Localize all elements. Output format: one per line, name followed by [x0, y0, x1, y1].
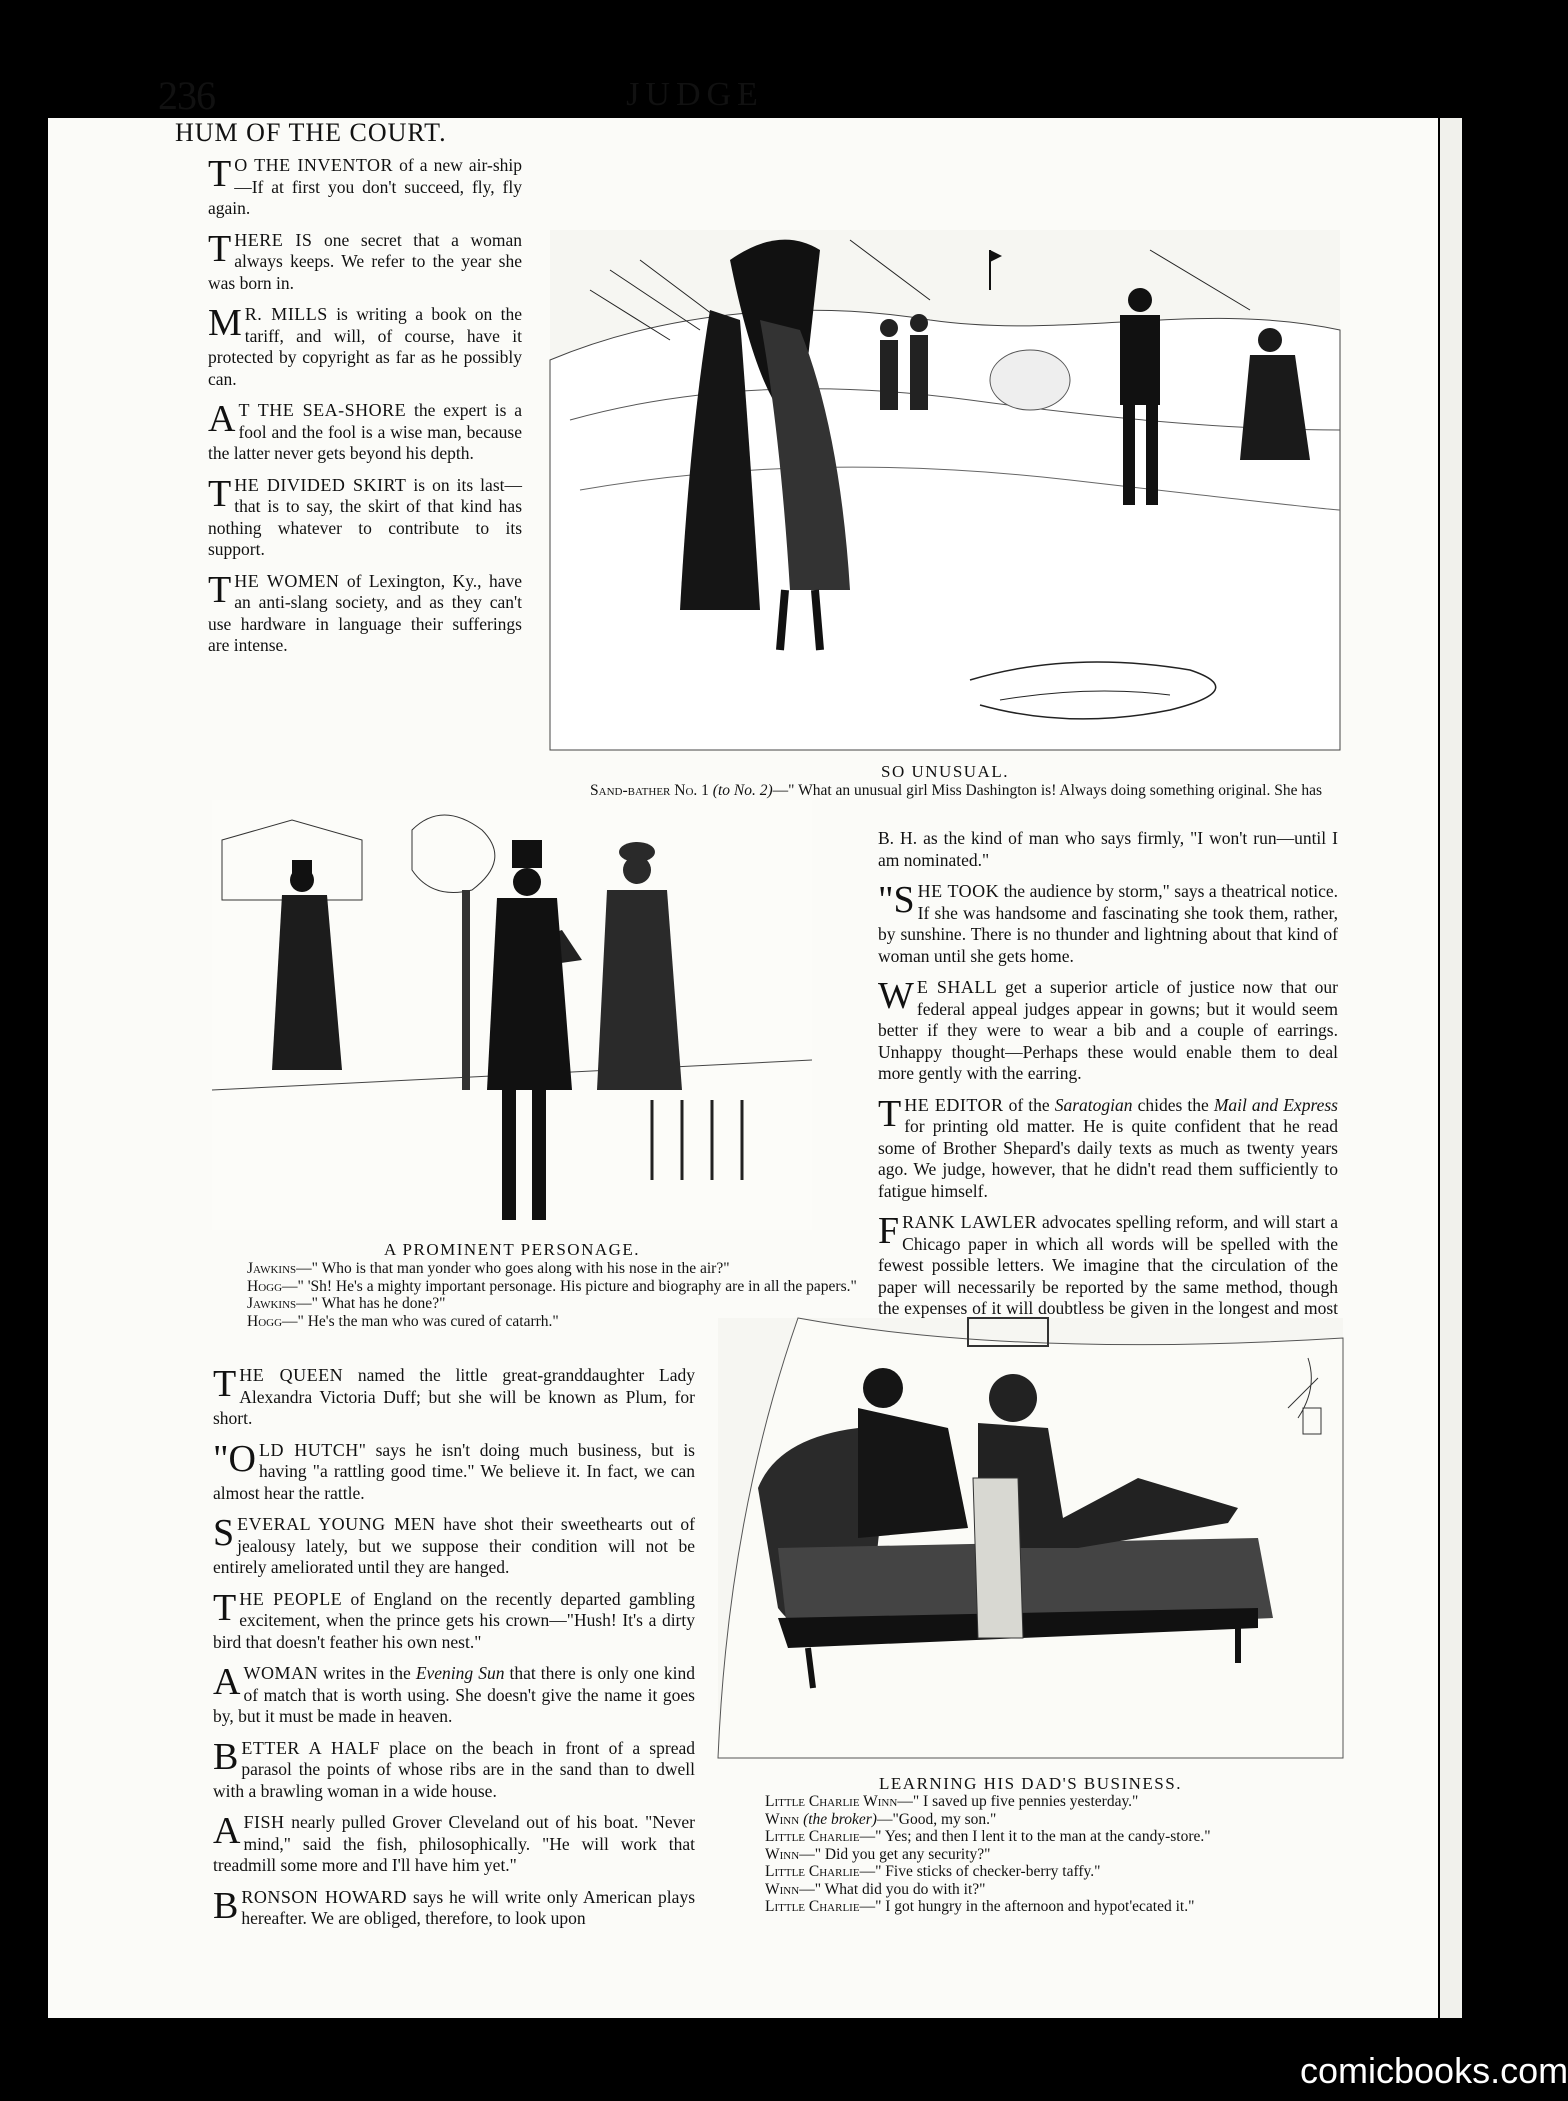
paragraph: "OLD HUTCH" says he isn't doing much business, but is having "a rattling good time." We believe it. In fact, we can almost hear the rattle. — [213, 1437, 695, 1503]
paragraph: THERE IS one secret that a woman always keeps. We refer to the year she was born in. — [208, 227, 522, 293]
paragraph: T O THE INVENTOR of a new air-ship—If at first you don't succeed, fly, fly again. — [208, 153, 523, 218]
column-title: HUM OF THE COURT. — [175, 118, 447, 147]
left-column — [208, 155, 522, 667]
paragraph: A FISH nearly pulled Grover Cleveland out of his boat. "Never mind," said the fish, philosophically. "He will work that treadmill some more and I'll have him yet." — [213, 1810, 695, 1875]
paragraph: BRONSON HOWARD says he will write only American plays hereafter. We are obliged, therefore, to look upon — [213, 1884, 695, 1928]
paragraph: THE PEOPLE of England on the recently departed gambling excitement, when the prince gets his crown—"Hush! It's a dirty bird that doesn't feather his own nest." — [213, 1586, 696, 1652]
caption-dialogue: Sand-bather No. 1 (to No. 2)—" What an unusual girl Miss Dashington is! Always doing something original. She has — [590, 782, 1323, 799]
paragraph: THE EDITOR of the Saratogian chides the Mail and Express for printing old matter. He is quite confident that he read some of Brother Shepard's daily texts as much as twenty years ago. We judge, however, that he didn't read them sufficiently to fatigue himself. — [878, 1092, 1338, 1201]
paragraph: A WOMAN writes in the Evening Sun that there is only one kind of match that is worth using. She doesn't give the name it goes by, but it must be made in heaven. — [213, 1661, 695, 1726]
paragraph: "SHE TOOK the audience by storm," says a theatrical notice. If she was handsome and fascinating she took them, rather, by sunshine. There is no thunder and lightning about that kind of woman until she gets home. — [878, 879, 1338, 966]
paragraph: B. H. as the kind of man who says firmly, "I won't run—until I am nominated." — [878, 828, 1338, 870]
caption-title: SO UNUSUAL. — [881, 762, 1009, 781]
paragraph: THE WOMEN of Lexington, Ky., have an anti-slang society, and as they can't use hardware in language their sufferings are intense. — [208, 568, 523, 655]
paragraph: THE QUEEN named the little great-granddaughter Lady Alexandra Victoria Duff; but she will be known as Plum, for short. — [213, 1363, 696, 1428]
bottom-left-column — [213, 1365, 695, 1940]
illustration-dads-business — [718, 1318, 1343, 1758]
caption-title: LEARNING HIS DAD'S BUSINESS. — [879, 1774, 1182, 1793]
paragraph: SEVERAL YOUNG MEN have shot their sweethearts out of jealousy lately, but we suppose their condition will not be entirely ameliorated until they are hanged. — [213, 1512, 695, 1577]
illustration-prominent-personage — [212, 800, 812, 1230]
watermark: comicbooks.com — [1300, 2050, 1568, 2091]
paragraph: THE DIVIDED SKIRT is on its last—that is to say, the skirt of that kind has nothing whatever to contribute to its support. — [208, 472, 522, 559]
adjacent-page-edge — [1440, 118, 1462, 2018]
paragraph: M R. MILLS is writing a book on the tariff, and will, of course, have it protected by copyright as far as he possibly can. — [208, 302, 522, 389]
caption-dialogue: Jawkins—" Who is that man yonder who goes along with his nose in the air?" Hogg—" 'Sh! He's a mighty important personage. His picture and biography are in all the papers." Jawkins—" What has he done?" Hogg—" He's the man who was cured of catarrh." — [247, 1260, 857, 1330]
paragraph: A T THE SEA-SHORE the expert is a fool and the fool is a wise man, because the latter never gets beyond his depth. — [208, 398, 523, 463]
right-column — [878, 828, 1338, 1351]
paragraph: W E SHALL get a superior article of justice now that our federal appeal judges appear in gowns; but it would seem better if they were to wear a bib and a couple of earrings. Unhappy thought—Perhaps these would enable them to deal more gently with the earring. — [878, 975, 1338, 1083]
masthead: JUDGE — [626, 76, 764, 113]
paragraph: FRANK LAWLER advocates spelling reform, and will start a Chicago paper in which all words will be spelled with the fewest possible letters. We imagine that the circulation of the paper will necessarily be reported by the same method, though the expenses of it will doubtless be given in the longest and most melancholy arithmetic. — [878, 1210, 1338, 1340]
paragraph: BETTER A HALF place on the beach in front of a spread parasol the points of whose ribs are in the sand than to dwell with a brawling woman in a wide house. — [213, 1735, 695, 1801]
page-number: 236 — [158, 73, 215, 118]
caption-dialogue: Little Charlie Winn—" I saved up five pennies yesterday." Winn (the broker)—"Good, my son." Little Charlie—" Yes; and then I lent it to the man at the candy-store." Winn—" Did you get any security?" Little Charlie—" Five sticks of checker-berry taffy." Winn—" What did you do with it?" Little Charlie—" I got hungry in the afternoon and hypot'ecated it." — [765, 1793, 1211, 1915]
caption-title: A PROMINENT PERSONAGE. — [383, 1240, 641, 1259]
illustration-sand-bathers — [550, 230, 1340, 750]
